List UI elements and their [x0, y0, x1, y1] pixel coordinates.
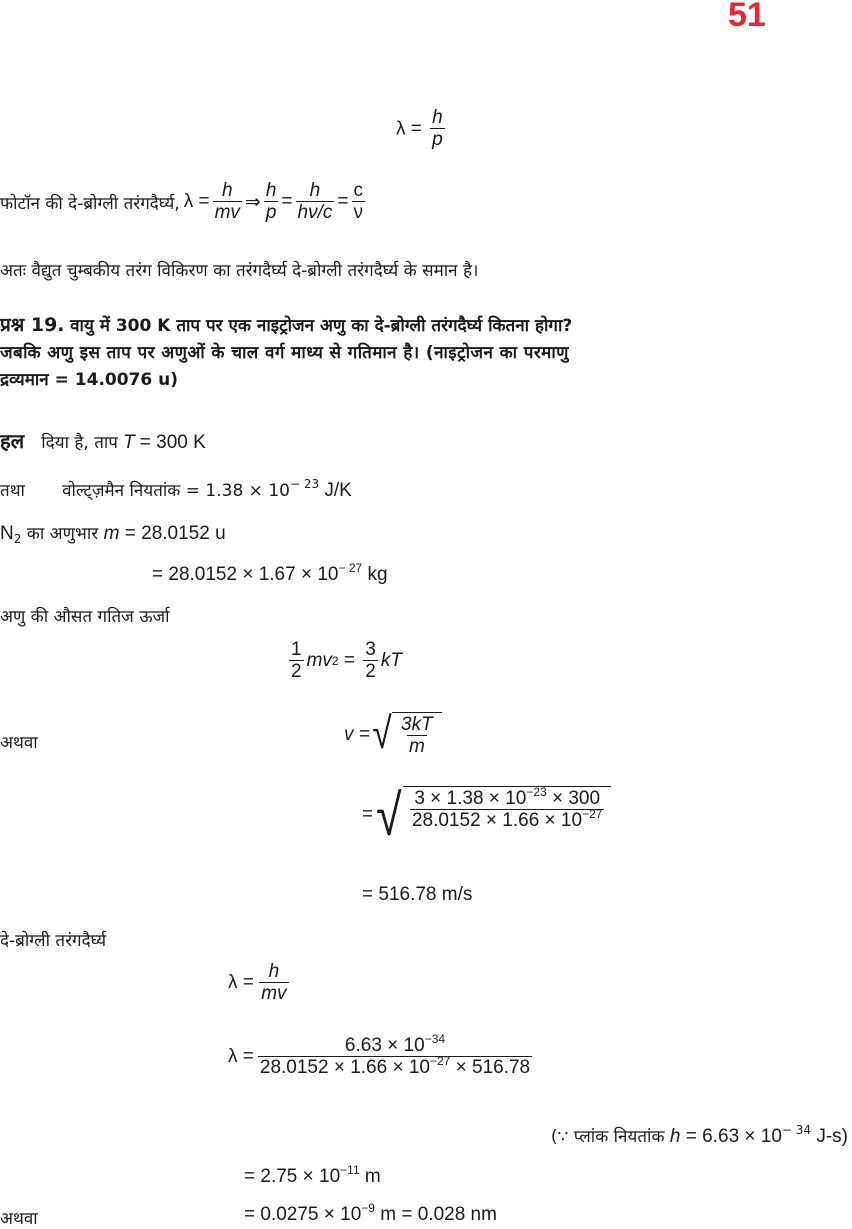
planck-constant-note	[551, 1124, 848, 1148]
fraction-numerator: 3	[365, 639, 376, 660]
given-text: दिया है, ताप	[41, 433, 118, 453]
temperature-value: = 300 K	[139, 432, 206, 453]
exponent: −11	[340, 1163, 360, 1177]
fraction-denominator: mv	[214, 201, 240, 223]
fraction-h-p	[430, 108, 445, 151]
fraction-h-p	[264, 181, 279, 224]
lambda-lhs: λ =	[228, 972, 254, 994]
tatha-label: तथा	[0, 481, 25, 501]
question-19	[0, 312, 572, 394]
radical-icon: √	[372, 708, 392, 759]
unit: J-s)	[811, 1126, 848, 1147]
solution-given-line	[0, 427, 206, 454]
fraction-3kT-m	[399, 715, 435, 758]
unit: m = 0.028 nm	[374, 1204, 497, 1225]
page-number: 51	[728, 0, 766, 34]
photon-de-broglie-line	[0, 181, 368, 224]
lambda-symbol: λ =	[183, 191, 210, 213]
fraction-lambda	[258, 1032, 532, 1079]
temperature-symbol: T	[123, 432, 135, 453]
fraction-velocity	[410, 785, 604, 832]
exponent: − 27	[338, 561, 363, 575]
unit: m	[359, 1166, 381, 1187]
question-line-1: वायु में 300 K ताप पर एक नाइट्रोजन अणु का दे-ब्रोग्ली तरंगदैर्घ्य कितना होगा?	[70, 316, 573, 336]
unit: J/K	[319, 480, 352, 501]
denominator-text: 28.0152 × 1.66 × 10	[259, 1056, 430, 1078]
velocity-substitution	[362, 781, 611, 849]
athva-label-2: अथवा	[0, 1209, 38, 1229]
equation-lambda-h-over-p	[396, 108, 448, 151]
fraction-denominator: p	[265, 201, 277, 223]
fraction-three-half	[363, 640, 378, 683]
athva-label-1: अथवा	[0, 733, 38, 753]
exponent: − 23	[289, 477, 320, 491]
planck-symbol: h	[669, 1126, 681, 1147]
n2-symbol: N	[0, 523, 14, 544]
fraction-numerator: h	[265, 180, 277, 201]
numerator-text: 3 × 1.38 × 10	[414, 788, 527, 809]
radical-icon: √	[376, 781, 402, 849]
fraction-denominator: hν/c	[297, 201, 333, 223]
implies-arrow: ⇒	[244, 191, 261, 213]
fraction-h-mv	[257, 962, 291, 1005]
planck-value: = 6.63 × 10	[680, 1126, 782, 1147]
subscript: 2	[13, 532, 22, 546]
kinetic-energy-label: अणु की औसत गतिज ऊर्जा	[0, 607, 170, 627]
exponent: −27	[582, 806, 603, 821]
de-broglie-label: दे-ब्रोग्ली तरंगदैर्घ्य	[0, 931, 107, 951]
mv-term: mv	[306, 650, 332, 672]
equals-sign: =	[337, 191, 349, 213]
equals-sign: =	[338, 650, 361, 672]
kinetic-energy-equation: $\frac{1}{2}$ mv 2 = $\frac{3}{2}$ kT	[291, 639, 402, 682]
n2-mass-kg: = 28.0152 × 1.67 × 10	[152, 564, 339, 585]
lambda-result-1	[244, 1163, 381, 1188]
fraction-numerator: h	[221, 180, 233, 201]
fraction-numerator: h	[432, 107, 443, 128]
denominator-tail: × 516.78	[450, 1056, 531, 1078]
fraction-h-hv-c	[296, 181, 335, 224]
solution-label: हल	[0, 429, 25, 453]
lambda-lhs: λ =	[228, 1046, 254, 1068]
denominator-text: 28.0152 × 1.66 × 10	[411, 809, 583, 831]
exponent: −27	[429, 1053, 451, 1068]
square-root	[373, 781, 611, 849]
lambda-lhs: λ =	[396, 118, 422, 140]
n2-mass-value: = 28.0152 u	[119, 523, 226, 544]
question-line-3: द्रव्यमान = 14.0076 u)	[0, 370, 179, 390]
fraction-denominator: 2	[291, 660, 302, 682]
planck-label: (∵ प्लांक नियतांक	[550, 1127, 670, 1147]
fraction-numerator: h	[309, 180, 321, 201]
fraction-denominator: mv	[261, 982, 287, 1004]
equals-sign: =	[362, 804, 374, 825]
question-label: प्रश्न 19.	[0, 314, 65, 336]
exponent: − 34	[781, 1123, 812, 1137]
velocity-lhs: v =	[344, 723, 370, 745]
fraction-denominator: ν	[353, 201, 363, 223]
equals-sign: =	[281, 191, 293, 213]
lambda-result-2	[244, 1201, 497, 1226]
n2-label: का अणुभार	[21, 524, 104, 544]
boltzmann-line	[0, 478, 352, 502]
fraction-denominator: m	[408, 735, 425, 757]
numerator-text: 6.63 × 10	[344, 1035, 425, 1056]
fraction-h-mv	[213, 181, 242, 224]
boltzmann-constant: वोल्ट्ज़मैन नियतांक = 1.38 × 10	[62, 481, 290, 501]
fraction-denominator: 2	[365, 660, 376, 682]
numerator-tail: × 300	[546, 788, 601, 809]
exponent: −23	[526, 785, 547, 799]
velocity-formula	[344, 708, 442, 759]
question-line-2: जबकि अणु इस ताप पर अणुओं के चाल वर्ग माध्य से गतिमान है। (नाइट्रोजन का परमाणु	[0, 343, 569, 363]
fraction-c-v	[352, 181, 366, 224]
lambda-substitution	[228, 1032, 535, 1079]
result-value: = 2.75 × 10	[244, 1166, 341, 1187]
fraction-numerator: h	[268, 961, 280, 982]
photon-label: फोटॉन की दे-ब्रोग्ली तरंगदैर्घ्य,	[0, 193, 180, 214]
square-root	[370, 708, 442, 759]
fraction-denominator: p	[432, 128, 443, 150]
result-value: = 0.0275 × 10	[244, 1204, 362, 1225]
kT-term: kT	[380, 650, 402, 672]
velocity-result: = 516.78 m/s	[362, 884, 473, 905]
exponent: −9	[361, 1201, 375, 1215]
exponent: −34	[424, 1032, 446, 1046]
fraction-numerator: c	[353, 180, 363, 201]
lambda-h-mv-equation	[228, 962, 294, 1005]
fraction-numerator: 1	[291, 639, 302, 660]
mass-symbol: m	[103, 523, 120, 544]
n2-mass-line	[0, 521, 226, 545]
unit: kg	[362, 564, 388, 585]
fraction-one-half	[289, 640, 304, 683]
n2-mass-kg-line	[152, 561, 388, 586]
conclusion-text: अतः वैद्युत चुम्बकीय तरंग विकिरण का तरंगदैर्घ्य दे-ब्रोग्ली तरंगदैर्घ्य के समान है।	[0, 261, 479, 281]
fraction-numerator: 3kT	[401, 714, 433, 735]
